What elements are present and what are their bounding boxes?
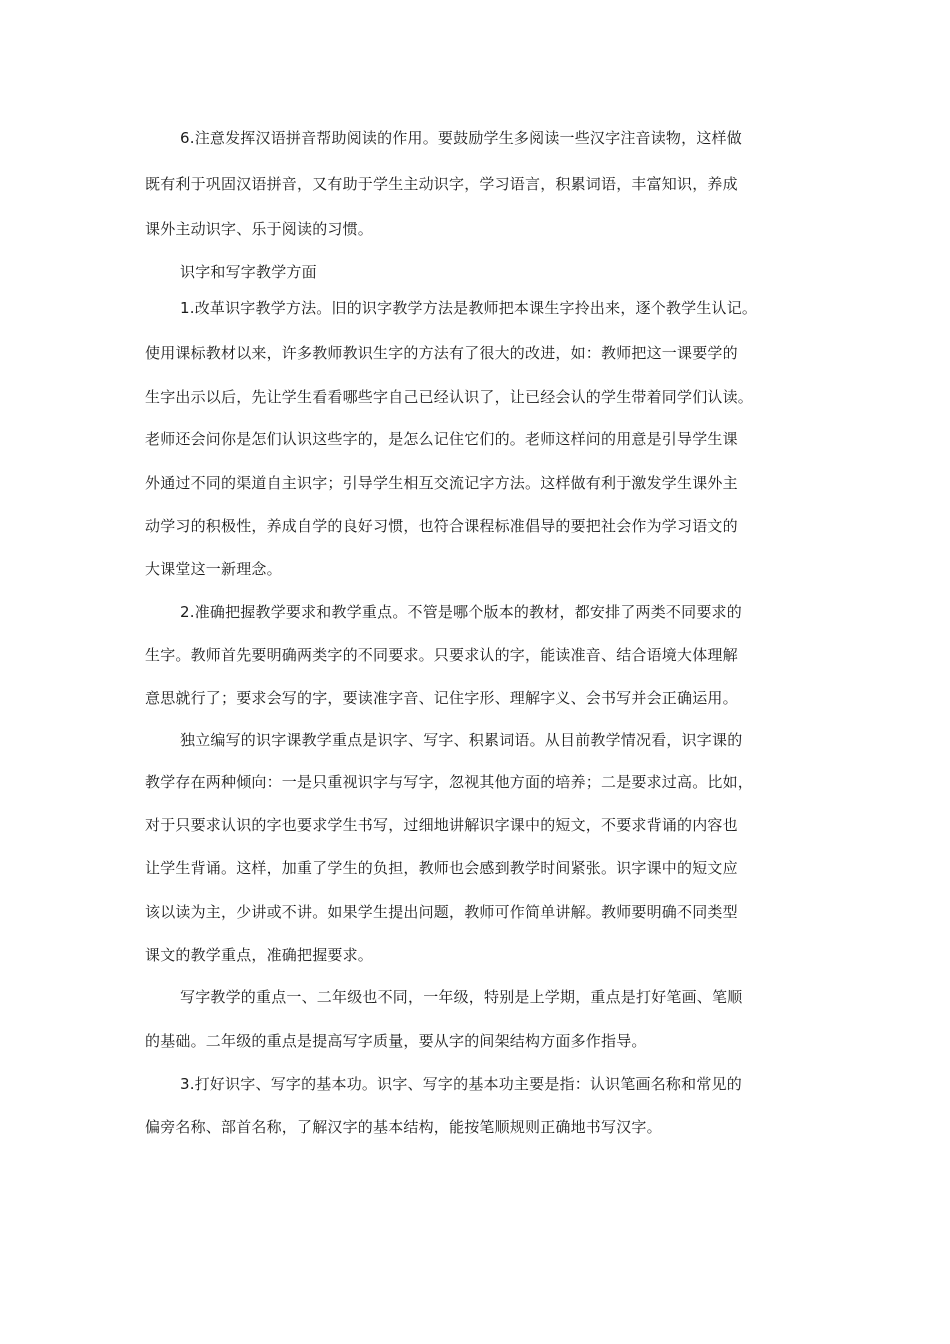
paragraph-line: 意思就行了；要求会写的字，要读准字音、记住字形、理解字义、会书写并会正确运用。 xyxy=(145,689,738,707)
paragraph-line: 课外主动识字、乐于阅读的习惯。 xyxy=(145,220,374,238)
paragraph-line: 6.注意发挥汉语拼音帮助阅读的作用。要鼓励学生多阅读一些汉字注音读物，这样做 xyxy=(180,129,742,147)
paragraph-line: 动学习的积极性，养成自学的良好习惯，也符合课程标准倡导的要把社会作为学习语文的 xyxy=(145,517,738,535)
paragraph-line: 偏旁名称、部首名称，了解汉字的基本结构，能按笔顺规则正确地书写汉字。 xyxy=(145,1118,662,1136)
section-heading: 识字和写字教学方面 xyxy=(180,263,317,281)
paragraph-line: 课文的教学重点，准确把握要求。 xyxy=(145,946,374,964)
paragraph-line: 外通过不同的渠道自主识字；引导学生相互交流记字方法。这样做有利于激发学生课外主 xyxy=(145,474,738,492)
paragraph-line: 既有利于巩固汉语拼音，又有助于学生主动识字，学习语言，积累词语，丰富知识，养成 xyxy=(145,175,738,193)
paragraph-line: 使用课标教材以来，许多教师教识生字的方法有了很大的改进，如：教师把这一课要学的 xyxy=(145,344,738,362)
paragraph-line: 该以读为主，少讲或不讲。如果学生提出问题，教师可作简单讲解。教师要明确不同类型 xyxy=(145,903,738,921)
paragraph-line: 生字。教师首先要明确两类字的不同要求。只要求认的字，能读准音、结合语境大体理解 xyxy=(145,646,738,664)
paragraph-line: 老师还会问你是怎们认识这些字的，是怎么记住它们的。老师这样问的用意是引导学生课 xyxy=(145,430,738,448)
paragraph-line: 大课堂这一新理念。 xyxy=(145,560,282,578)
paragraph-line: 独立编写的识字课教学重点是识字、写字、积累词语。从目前教学情况看，识字课的 xyxy=(180,731,743,749)
paragraph-line: 写字教学的重点一、二年级也不同，一年级，特别是上学期，重点是打好笔画、笔顺 xyxy=(180,988,743,1006)
paragraph-line: 教学存在两种倾向：一是只重视识字与写字，忽视其他方面的培养；二是要求过高。比如， xyxy=(145,773,754,791)
paragraph-line: 对于只要求认识的字也要求学生书写，过细地讲解识字课中的短文，不要求背诵的内容也 xyxy=(145,816,738,834)
paragraph-line: 生字出示以后，先让学生看看哪些字自己已经认识了，让已经会认的学生带着同学们认读。 xyxy=(145,388,754,406)
paragraph-line: 1.改革识字教学方法。旧的识字教学方法是教师把本课生字拎出来，逐个教学生认记。 xyxy=(180,299,758,317)
paragraph-line: 3.打好识字、写字的基本功。识字、写字的基本功主要是指：认识笔画名称和常见的 xyxy=(180,1075,742,1093)
paragraph-line: 2.准确把握教学要求和教学重点。不管是哪个版本的教材，都安排了两类不同要求的 xyxy=(180,603,742,621)
paragraph-line: 的基础。二年级的重点是提高写字质量，要从字的间架结构方面多作指导。 xyxy=(145,1032,647,1050)
paragraph-line: 让学生背诵。这样，加重了学生的负担，教师也会感到教学时间紧张。识字课中的短文应 xyxy=(145,859,738,877)
